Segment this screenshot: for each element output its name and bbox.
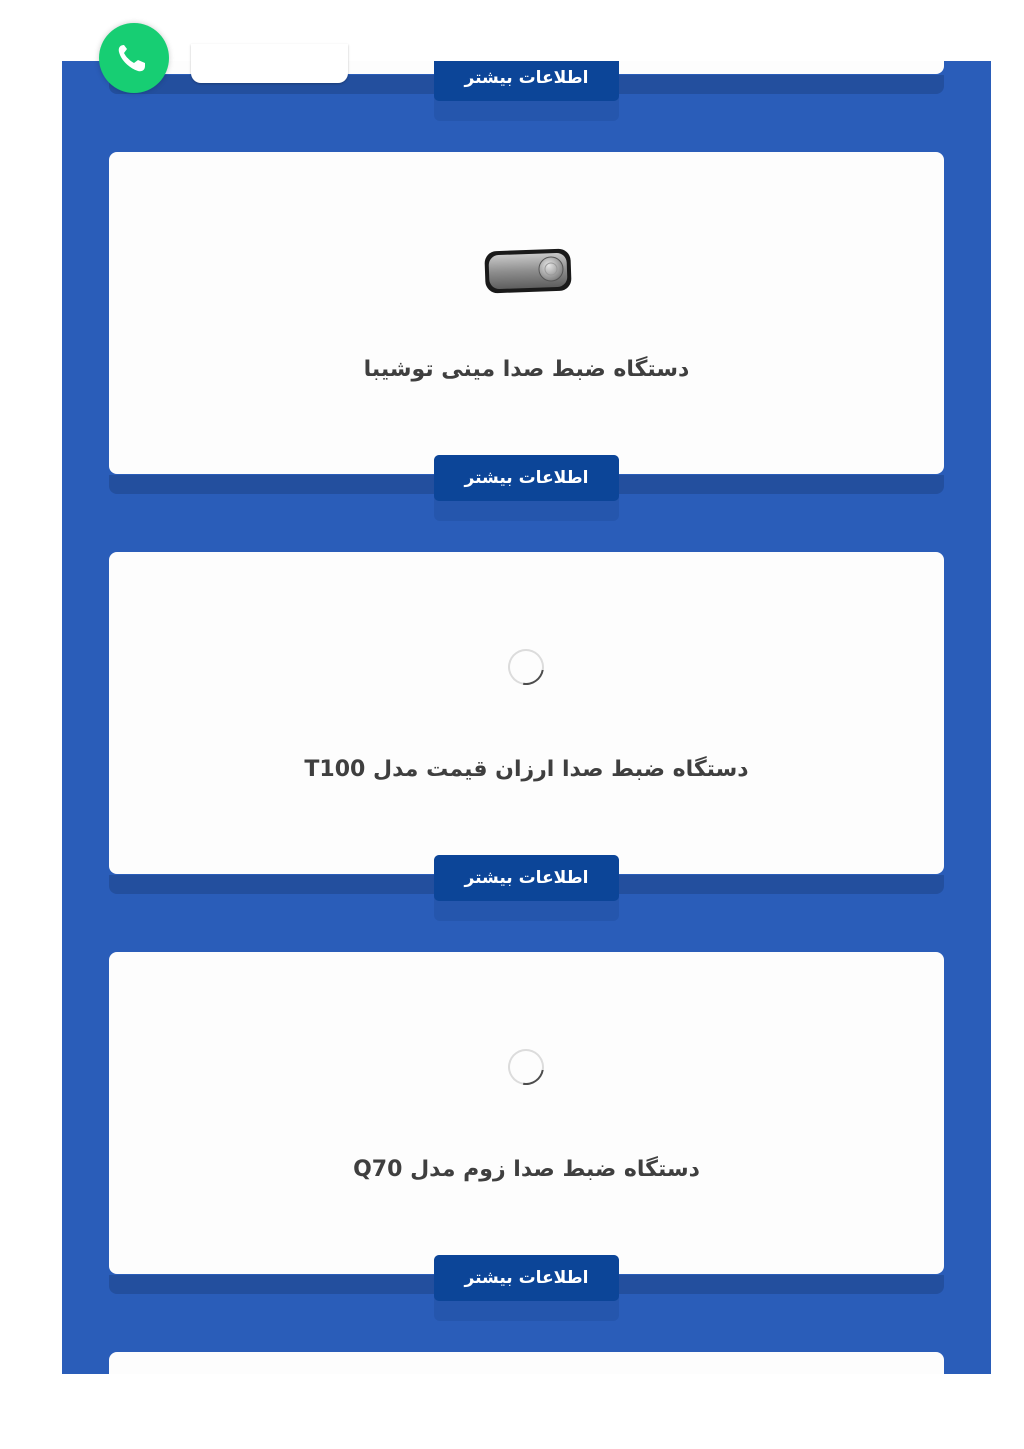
loading-spinner-icon	[501, 1042, 551, 1092]
more-info-button[interactable]: اطلاعات بیشتر	[434, 855, 619, 901]
product-card[interactable]	[109, 1352, 944, 1374]
more-info-button[interactable]: اطلاعات بیشتر	[434, 455, 619, 501]
call-button[interactable]	[99, 23, 169, 93]
product-card[interactable]	[109, 152, 944, 474]
loading-spinner-icon	[501, 642, 551, 692]
product-title[interactable]: دستگاه ضبط صدا ارزان قیمت مدل T100	[304, 757, 749, 782]
more-info-button[interactable]: اطلاعات بیشتر	[434, 1255, 619, 1301]
product-card[interactable]	[109, 952, 944, 1274]
product-title[interactable]: دستگاه ضبط صدا مینی توشیبا	[363, 357, 690, 382]
phone-icon	[114, 41, 154, 75]
products-grid	[62, 61, 991, 1374]
product-card[interactable]	[109, 552, 944, 874]
call-label-pill[interactable]	[191, 44, 348, 83]
product-image[interactable]	[484, 248, 572, 294]
product-title[interactable]: دستگاه ضبط صدا زوم مدل Q70	[353, 1157, 700, 1182]
more-info-button[interactable]: اطلاعات بیشتر	[434, 61, 619, 101]
